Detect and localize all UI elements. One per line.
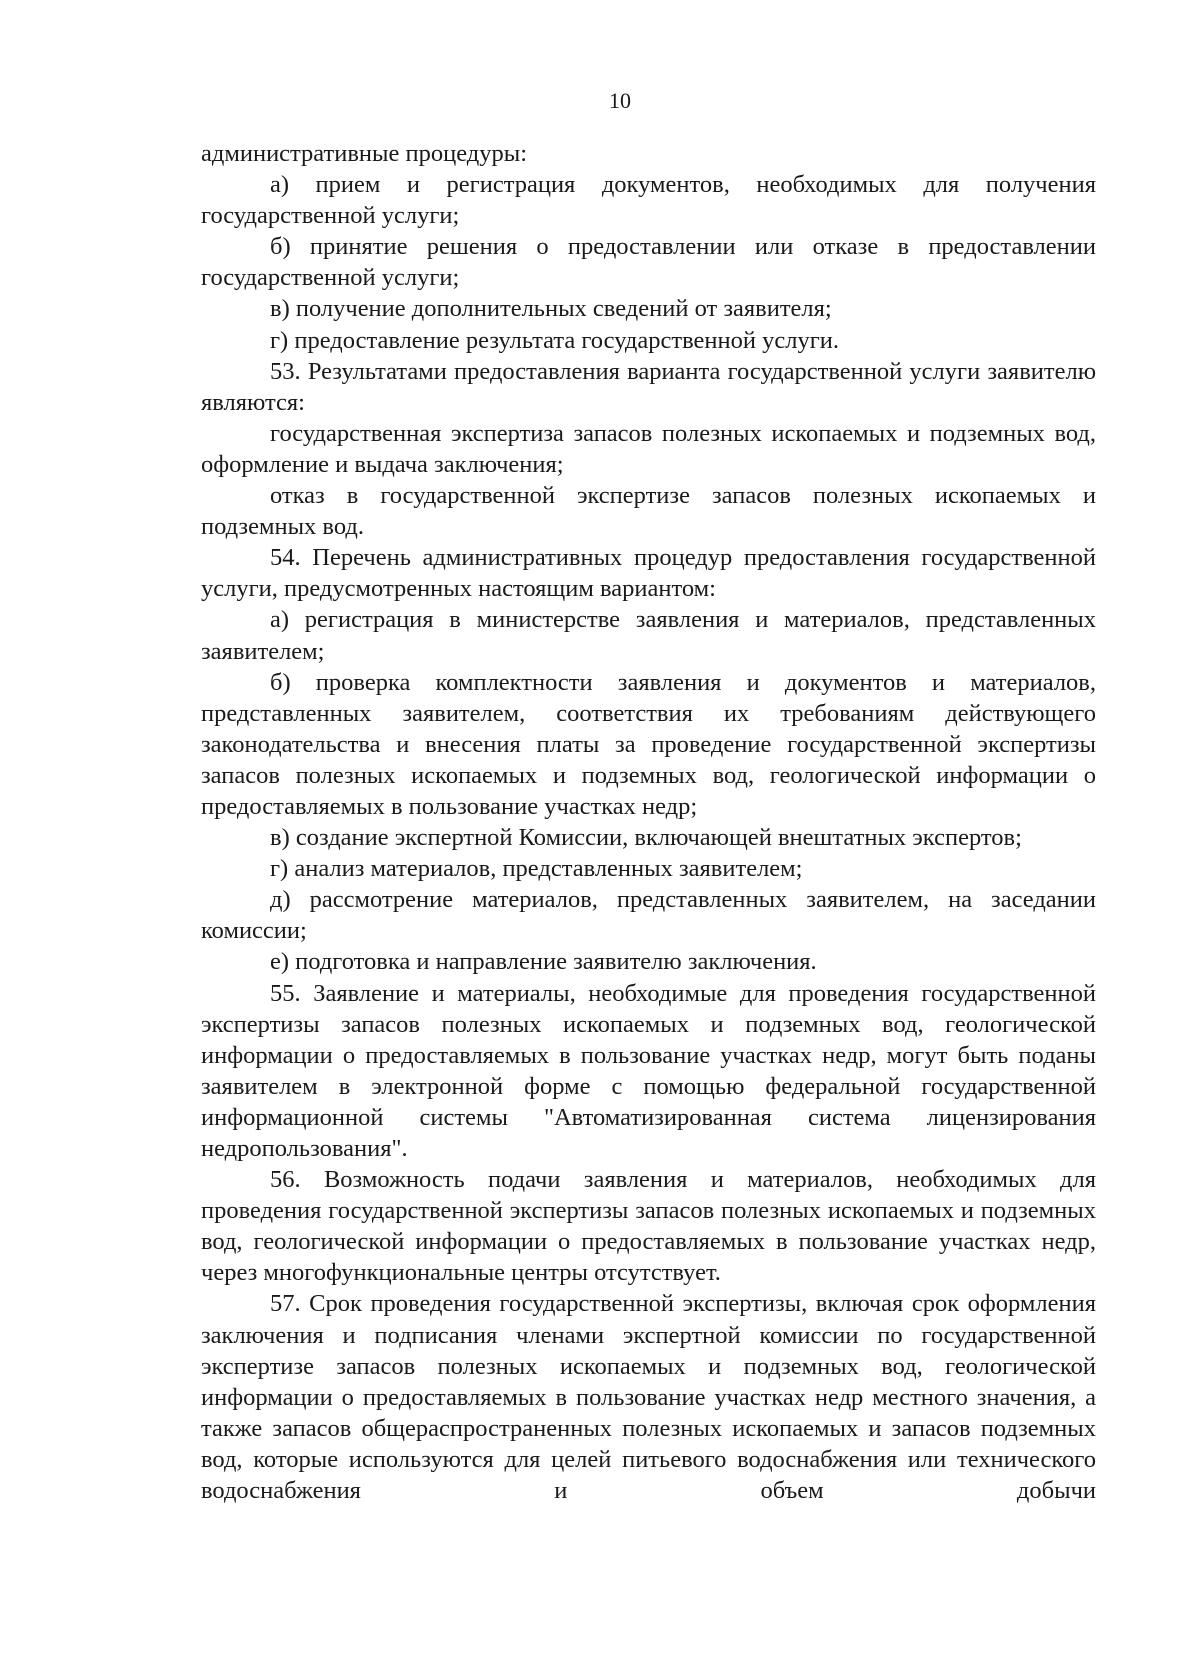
paragraph-53-result-1: государственная экспертиза запасов полезных ископаемых и подземных вод, оформление и выдача заключения; (201, 419, 1096, 478)
paragraph-54-item-e: е) подготовка и направление заявителю заключения. (270, 948, 817, 976)
paragraph-56: 56. Возможность подачи заявления и материалов, необходимых для проведения государственной экспертизы запасов полезных ископаемых и подземных вод, геологической информации о предоставляемых в пользование участках недр, через многофункциональные центры отсутствует. (201, 1166, 1096, 1287)
paragraph-54-item-d: д) рассмотрение материалов, представленных заявителем, на заседании комиссии; (201, 886, 1096, 945)
paragraph-item-b: б) принятие решения о предоставлении или отказе в предоставлении государственной услуги; (201, 233, 1096, 292)
document-body (201, 138, 1096, 1506)
paragraph-item-v: в) получение дополнительных сведений от заявителя; (270, 295, 832, 323)
paragraph-54-item-v: в) создание экспертной Комиссии, включающей внештатных экспертов; (270, 824, 1022, 852)
paragraph-item-a: а) прием и регистрация документов, необходимых для получения государственной услуги; (201, 171, 1096, 230)
paragraph-intro: административные процедуры: (201, 140, 528, 167)
paragraph-55: 55. Заявление и материалы, необходимые для проведения государственной экспертизы запасов полезных ископаемых и подземных вод, геологической информации о предоставляемых в пользование участках недр, могут быть поданы заявителем в электронной форме с помощью федеральной государственной информационной системы "Автоматизированная система лицензирования недропользования". (201, 979, 1096, 1162)
paragraph-53-result-2: отказ в государственной экспертизе запасов полезных ископаемых и подземных вод. (201, 482, 1096, 541)
page-number: 10 (609, 88, 631, 113)
paragraph-54-item-g: г) анализ материалов, представленных заявителем; (270, 855, 803, 883)
paragraph-57: 57. Срок проведения государственной экспертизы, включая срок оформления заключения и подписания членами экспертной комиссии по государственной экспертизе запасов полезных ископаемых и подземных вод, геологической информации о предоставляемых в пользование участках недр местного значения, а также запасов общераспространенных полезных ископаемых и запасов подземных вод, которые используются для целей питьевого водоснабжения или технического водоснабжения и объем добычи (201, 1290, 1096, 1505)
paragraph-item-g: г) предоставление результата государственной услуги. (270, 326, 839, 354)
paragraph-54: 54. Перечень административных процедур предоставления государственной услуги, предусмотренных настоящим вариантом: (201, 544, 1096, 603)
paragraph-54-item-a: а) регистрация в министерстве заявления и материалов, представленных заявителем; (201, 606, 1096, 665)
paragraph-53: 53. Результатами предоставления варианта государственной услуги заявителю являются: (201, 357, 1096, 416)
paragraph-54-item-b: б) проверка комплектности заявления и документов и материалов, представленных заявителем, соответствия их требованиям действующего законодательства и внесения платы за проведение государственной экспертизы запасов полезных ископаемых и подземных вод, геологической информации о предоставляемых в пользование участках недр; (201, 668, 1096, 820)
